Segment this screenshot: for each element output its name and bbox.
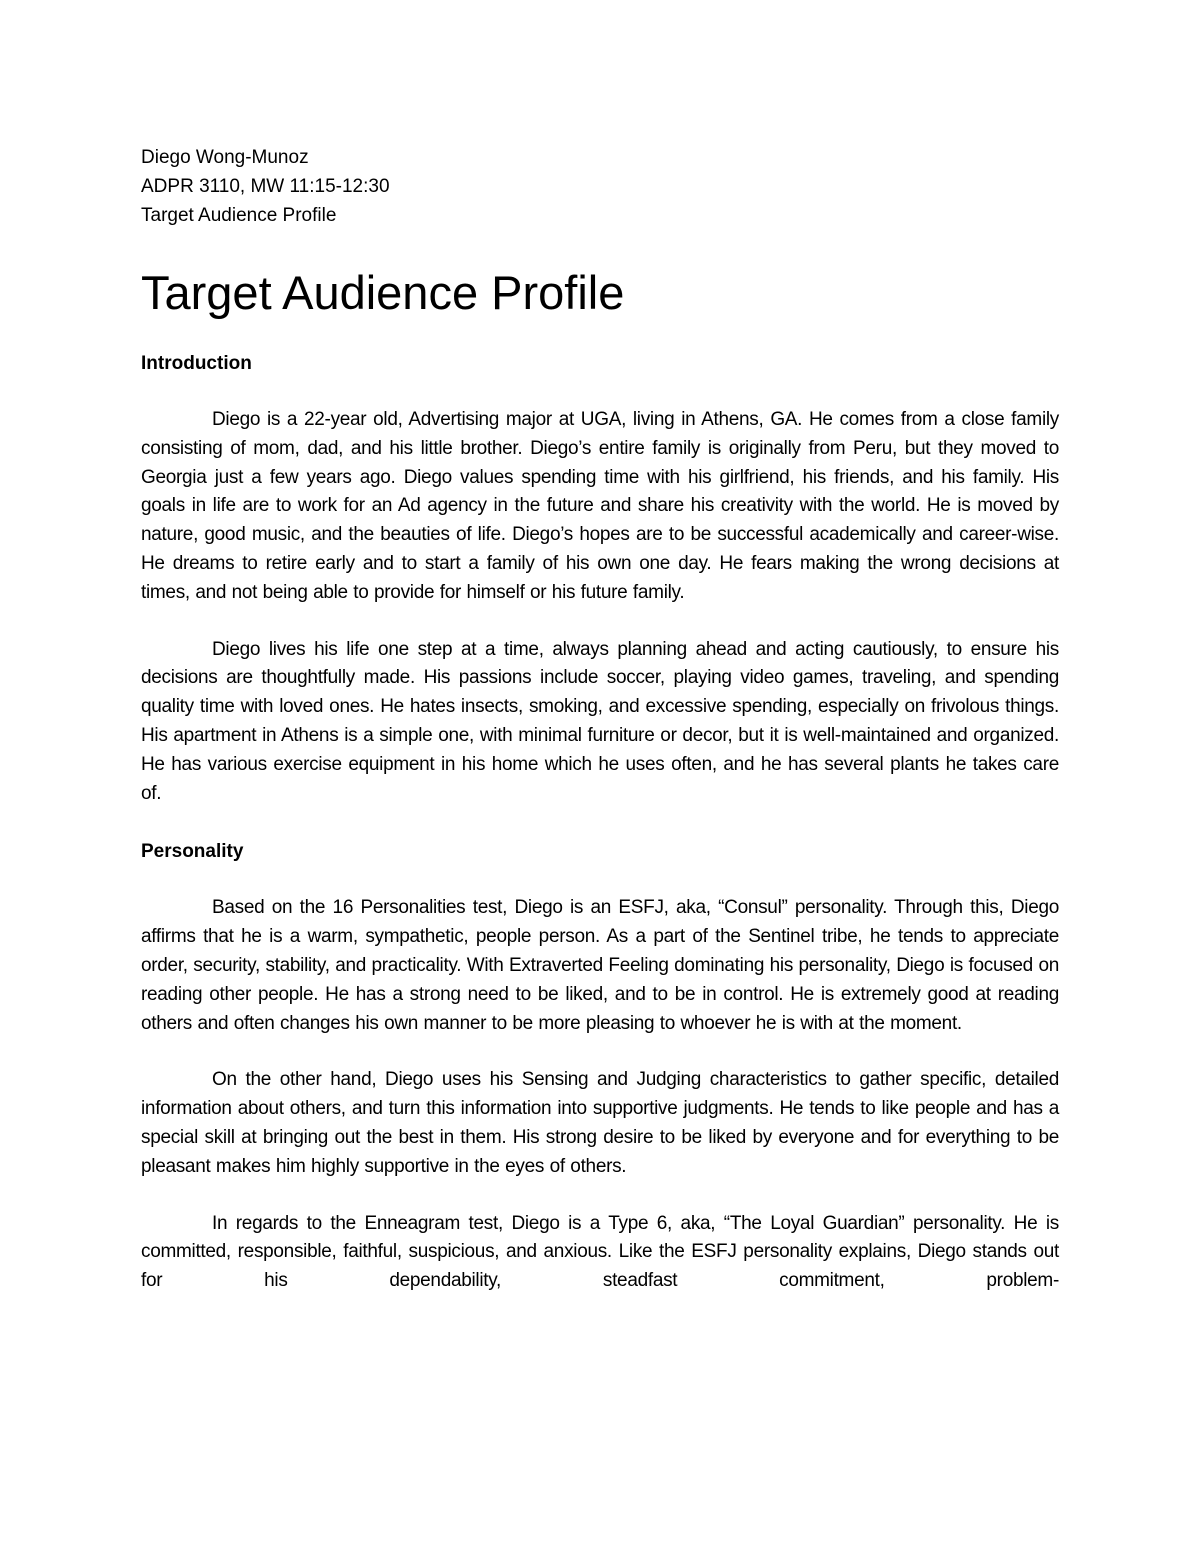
paragraph-personality-3: In regards to the Enneagram test, Diego is a Type 6, aka, “The Loyal Guardian” personality. He is committed, responsible, faithful, suspicious, and anxious. Like the ESFJ personality explains, Diego stands out for his dependability, steadfast commitment, problem- bbox=[141, 1212, 1059, 1292]
section-heading-personality: Personality bbox=[141, 841, 244, 863]
paragraph-personality-2: On the other hand, Diego uses his Sensing and Judging characteristics to gather specific, detailed information about others, and turn this information into supportive judgments. He tends to like people and has a special skill at bringing out the best in them. His strong desire to be liked by everyone and for everything to be pleasant makes him highly supportive in the eyes of others. bbox=[141, 1069, 1059, 1177]
paragraph-personality-1: Based on the 16 Personalities test, Diego is an ESFJ, aka, “Consul” personality. Through this, Diego affirms that he is a warm, sympathetic, people person. As a part of the Sentinel tribe, he tends to appreciate order, security, stability, and practicality. With Extraverted Feeling dominating his personality, Diego is focused on reading other people. He has a strong need to be liked, and to be in control. He is extremely good at reading others and often changes his own manner to be more pleasing to whoever he is with at the moment. bbox=[141, 897, 1059, 1034]
author-name: Diego Wong-Munoz bbox=[141, 147, 309, 168]
section-heading-introduction: Introduction bbox=[141, 353, 252, 374]
assignment-name: Target Audience Profile bbox=[141, 205, 337, 226]
document-title: Target Audience Profile bbox=[141, 266, 625, 319]
document-body bbox=[141, 143, 1059, 1296]
course-info: ADPR 3110, MW 11:15-12:30 bbox=[141, 176, 390, 197]
paragraph-introduction-2: Diego lives his life one step at a time, always planning ahead and acting cautiously, to ensure his decisions are thoughtfully made. His passions include soccer, playing video games, traveling, and spending quality time with loved ones. He hates insects, smoking, and excessive spending, especially on frivolous things. His apartment in Athens is a simple one, with minimal furniture or decor, but it is well-maintained and organized. He has various exercise equipment in his home which he uses often, and he has several plants he takes care of. bbox=[141, 638, 1059, 804]
paragraph-introduction-1: Diego is a 22-year old, Advertising major at UGA, living in Athens, GA. He comes from a close family consisting of mom, dad, and his little brother. Diego’s entire family is originally from Peru, but they moved to Georgia just a few years ago. Diego values spending time with his girlfriend, his friends, and his family. His goals in life are to work for an Ad agency in the future and share his creativity with the world. He is moved by nature, good music, and the beauties of life. Diego’s hopes are to be successful academically and career-wise. He dreams to retire early and to start a family of his own one day. He fears making the wrong decisions at times, and not being able to provide for himself or his future family. bbox=[141, 409, 1059, 603]
